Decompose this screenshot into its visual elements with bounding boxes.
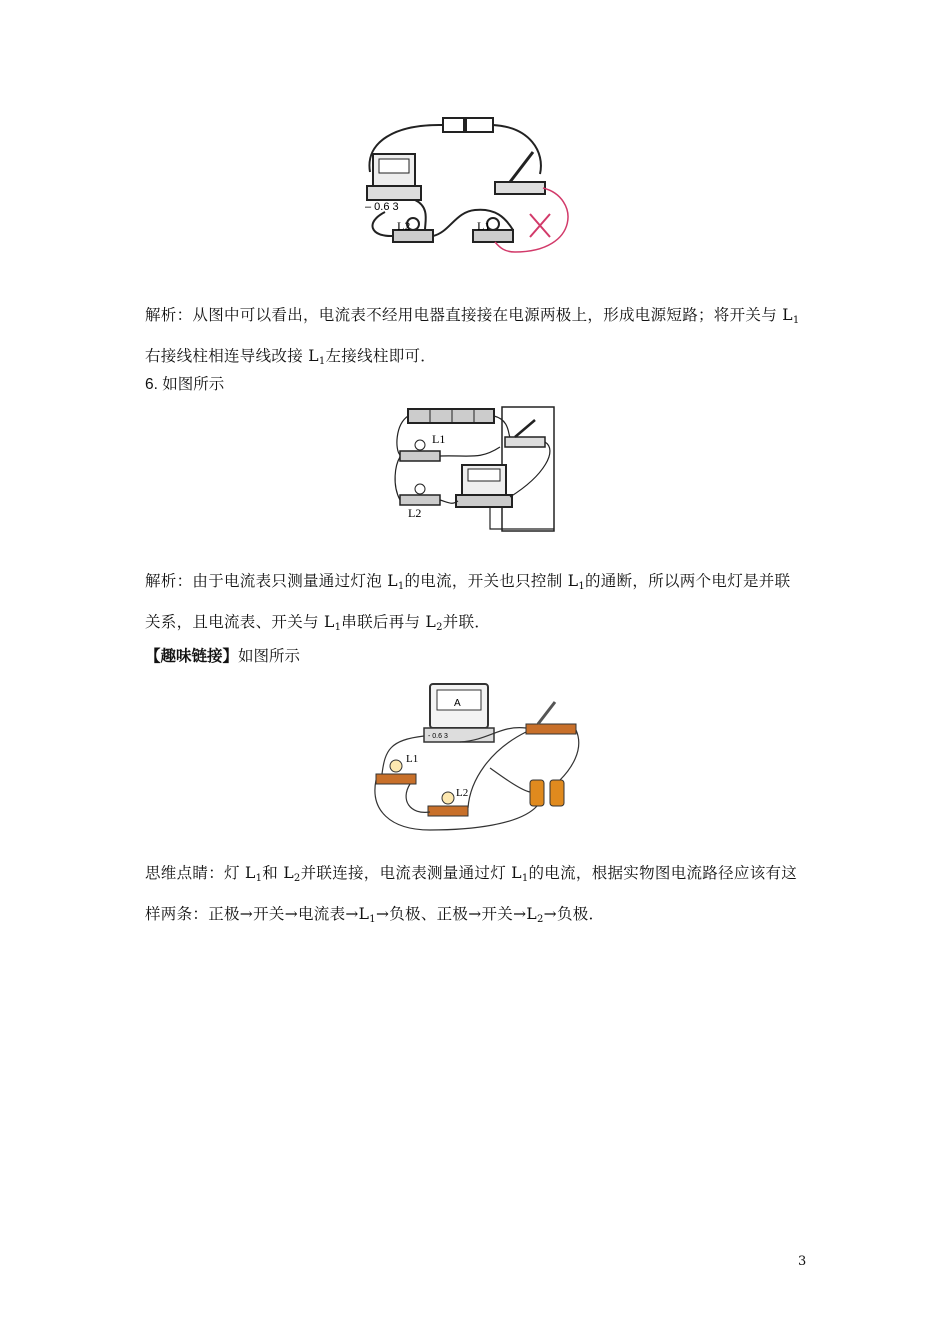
analysis-2: 解析：由于电流表只测量通过灯泡 L1的电流，开关也只控制 L1的通断，所以两个电灯是并联 关系，且电流表、开关与 L1串联后再与 L2并联． <box>145 572 791 633</box>
circuit-figure-2 <box>390 405 560 535</box>
lamp-l1-label: L1 <box>406 753 419 765</box>
fun-link-heading: 【趣味链接】如图所示 <box>145 647 301 665</box>
ammeter-a-label: A <box>454 698 461 709</box>
page-number: 3 <box>798 1254 807 1269</box>
thinking-point: 思维点睛：灯 L1和 L2并联连接，电流表测量通过灯 L1的电流，根据实物图电流路径应该有这 样两条：正极→开关→电流表→L1→负极、正极→开关→L2→负极． <box>145 864 798 925</box>
circuit-figure-3 <box>370 680 585 835</box>
lamp-l2-label: L2 <box>408 506 422 520</box>
lamp-l2-label: L2 <box>456 787 469 799</box>
lamp-l1-label: L1 <box>432 432 446 446</box>
ammeter-scale-label: - 0.6 3 <box>428 733 448 740</box>
analysis-1: 解析：从图中可以看出，电流表不经用电器直接接在电源两极上，形成电源短路；将开关与 L1 右接线柱相连导线改接 L1左接线柱即可． <box>145 306 800 367</box>
circuit-figure-1 <box>355 112 595 272</box>
item-6-heading: 6. 如图所示 <box>145 376 225 393</box>
lamp-l2-label: L2 <box>397 219 411 233</box>
ammeter-scale-label: – 0.6 3 <box>365 201 399 213</box>
lamp-l1-label: L1 <box>477 219 491 233</box>
